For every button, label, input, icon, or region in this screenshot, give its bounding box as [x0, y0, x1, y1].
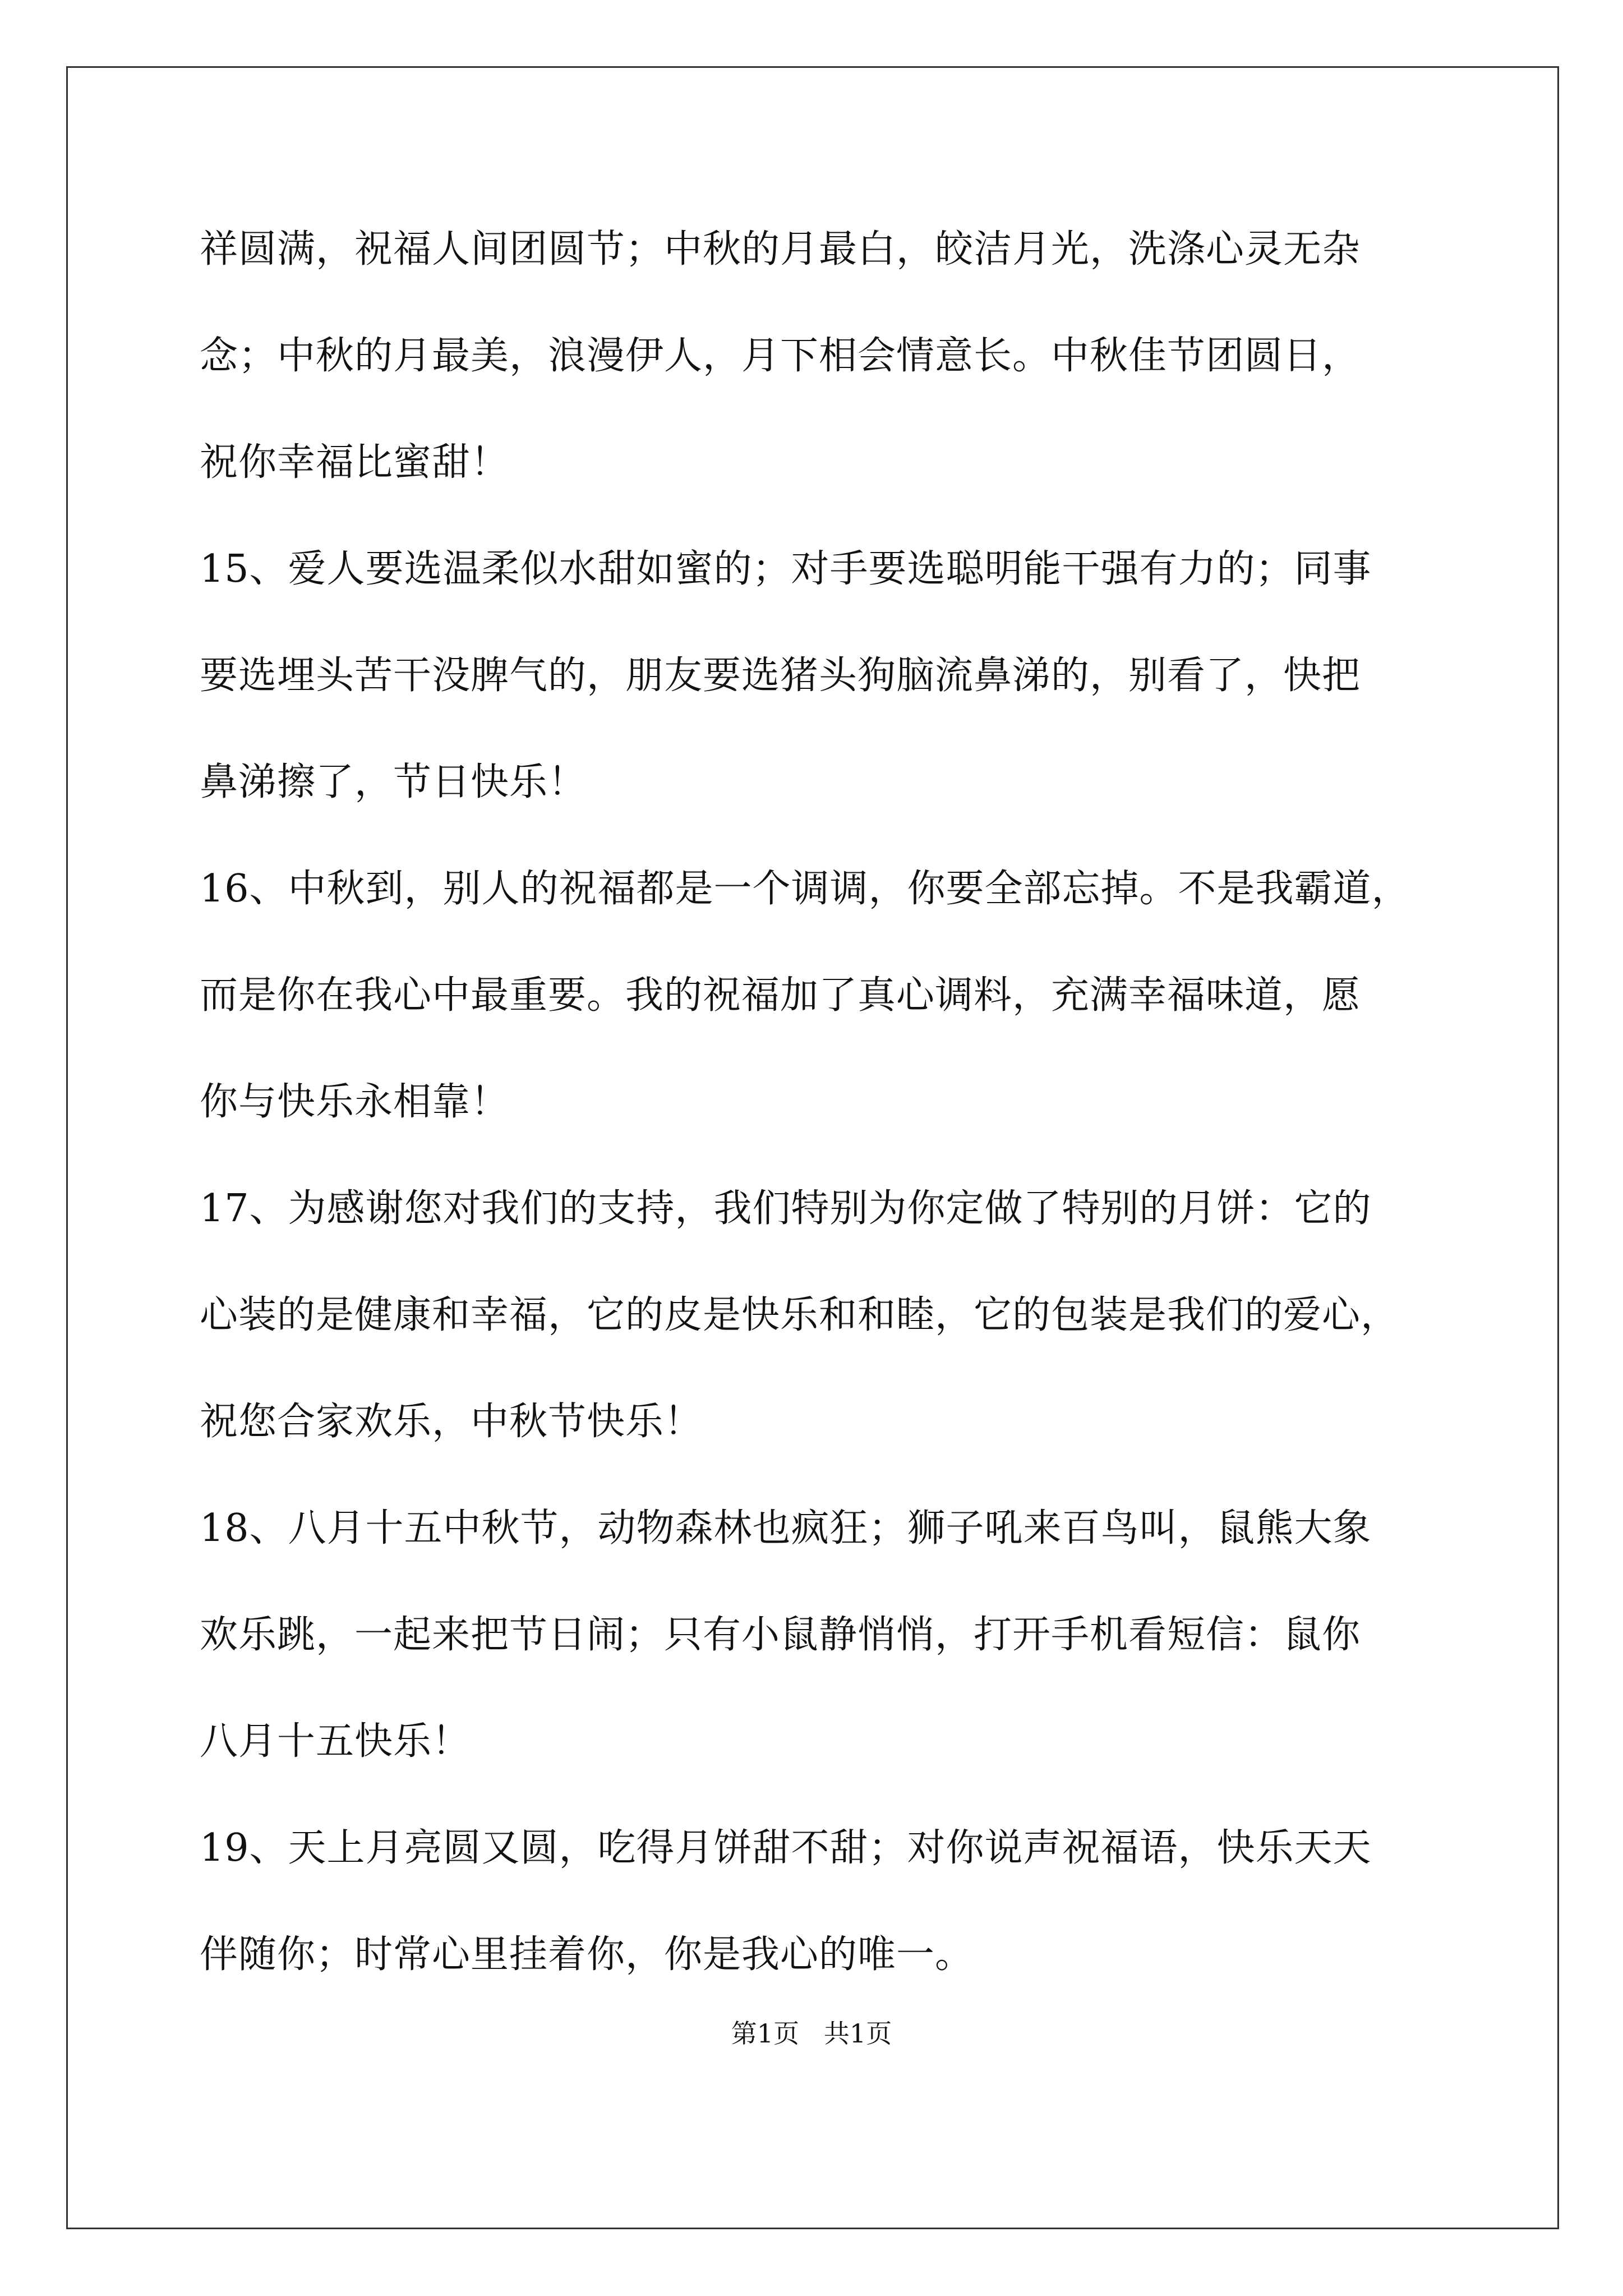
text-line: 八月十五快乐！ — [200, 1719, 471, 1764]
page-footer: 第1页 共1页 — [731, 2018, 892, 2049]
text-line: 伴随你；时常心里挂着你，你是我心的唯一。 — [200, 1932, 974, 1977]
document-body — [200, 210, 1445, 2022]
text-line: 祥圆满，祝福人间团圆节；中秋的月最白，皎洁月光，洗涤心灵无杂 — [200, 227, 1361, 272]
text-line: 而是你在我心中最重要。我的祝福加了真心调料，充满幸福味道，愿 — [200, 973, 1361, 1018]
text-line: 19、天上月亮圆又圆，吃得月饼甜不甜；对你说声祝福语，快乐天天 — [200, 1826, 1372, 1870]
text-line: 15、爱人要选温柔似水甜如蜜的；对手要选聪明能干强有力的；同事 — [200, 547, 1372, 591]
text-line: 鼻涕擦了，节日快乐！ — [200, 760, 587, 804]
text-line: 祝你幸福比蜜甜！ — [200, 440, 510, 485]
text-line: 17、为感谢您对我们的支持，我们特别为你定做了特别的月饼：它的 — [200, 1186, 1372, 1231]
text-line: 欢乐跳，一起来把节日闹；只有小鼠静悄悄，打开手机看短信：鼠你 — [200, 1613, 1361, 1657]
text-line: 你与快乐永相靠！ — [200, 1080, 510, 1124]
text-line: 心装的是健康和幸福，它的皮是快乐和和睦，它的包装是我们的爱心， — [200, 1293, 1400, 1337]
text-line: 念；中秋的月最美，浪漫伊人，月下相会情意长。中秋佳节团圆日， — [200, 334, 1361, 378]
text-line: 祝您合家欢乐，中秋节快乐！ — [200, 1400, 703, 1444]
text-line: 要选埋头苦干没脾气的，朋友要选猪头狗脑流鼻涕的，别看了，快把 — [200, 654, 1361, 698]
text-line: 16、中秋到，别人的祝福都是一个调调，你要全部忘掉。不是我霸道， — [200, 867, 1410, 911]
text-line: 18、八月十五中秋节，动物森林也疯狂；狮子吼来百鸟叫，鼠熊大象 — [200, 1506, 1372, 1550]
